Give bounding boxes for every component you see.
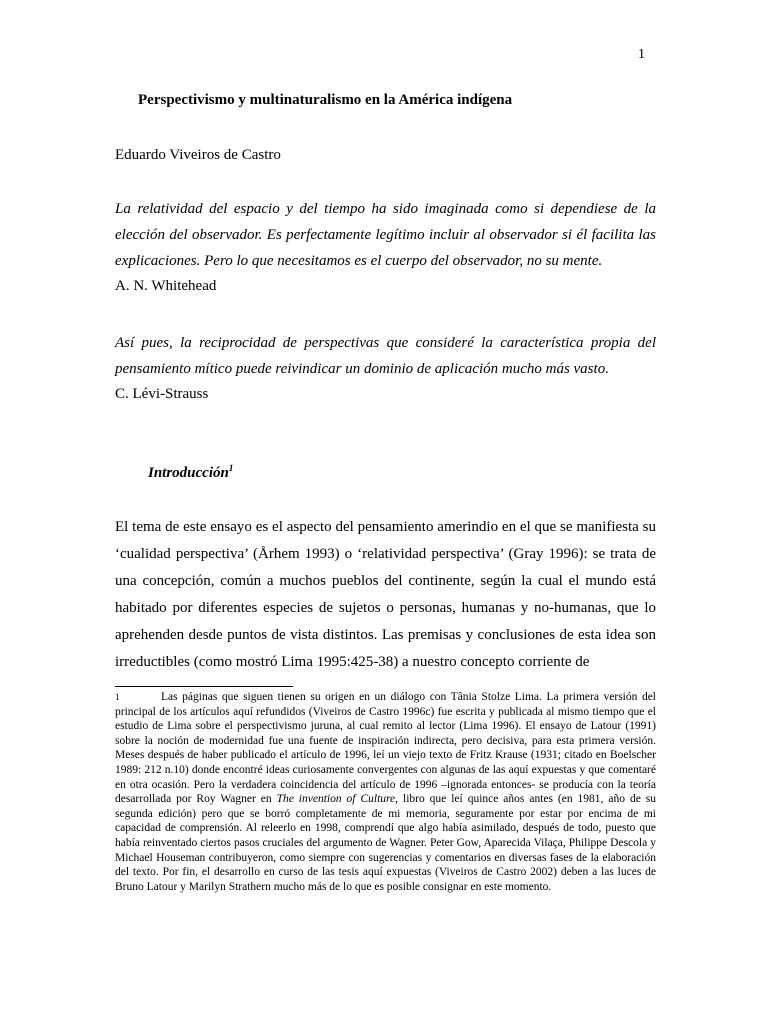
body-paragraph: El tema de este ensayo es el aspecto del pensamiento amerindio en el que se manifiesta su ‘cualidad perspectiva’ (Århem 1993) o ‘relatividad perspectiva’ (Gray 1996): se trata de una concepción, común a muchos pueblos del continente, según la cual el mundo está habitado por diferentes especies de sujetos o personas, humanas y no-humanas, que lo aprehenden desde puntos de vista distintos. Las premisas y conclusiones de esta idea son irreductibles (como mostró Lima 1995:425-38) a nuestro concepto corriente de (115, 519, 656, 670)
section-heading (148, 465, 233, 482)
section-heading-text: Introducción (148, 465, 229, 481)
footnote (115, 690, 656, 894)
footnote-text-part2: , libro que leí quince años antes (en 1981, año de su segunda edición) pero que se borró completamente de mi memoria, seguramente por estar por encima de mi capacidad de comprensión. Al releerlo en 1998, comprendí que algo había asimilado, después de todo, puesto que había reinventado ciertos pasos cruciales del argumento de Wagner. Peter Gow, Aparecida Vilaça, Philippe Descola y Michael Houseman contribuyeron, como siempre con sugerencias y comentarios en diversas fases de la elaboración del texto. Por fin, el desarrollo en curso de las tesis aquí expuestas (Viveiros de Castro 2002) deben a las luces de Bruno Latour y Marilyn Strathern mucho más de lo que es posible consignar en este momento. (115, 793, 656, 893)
document-title: Perspectivismo y multinaturalismo en la América indígena (138, 92, 513, 108)
epigraph-text: La relatividad del espacio y del tiempo ha sido imaginada como si dependiese de la elección del observador. Es perfectamente legítimo incluir al observador si él facilita las explicaciones. Pero lo que necesitamos es el cuerpo del observador, no su mente. (115, 201, 656, 269)
footnote-book-title: The invention of Culture (276, 793, 396, 806)
epigraph-text: Así pues, la reciprocidad de perspectivas que consideré la característica propia del pensamiento mítico puede reivindicar un dominio de aplicación mucho más vasto. (115, 335, 656, 377)
page-number: 1 (638, 47, 645, 62)
epigraph-attribution: A. N. Whitehead (115, 278, 217, 294)
epigraph-whitehead (115, 196, 656, 298)
epigraph-levi-strauss (115, 330, 656, 406)
footnote-separator (115, 686, 293, 687)
footnote-marker: 1 (115, 692, 120, 702)
epigraph-attribution: C. Lévi-Strauss (115, 386, 209, 402)
footnote-text-part1: Las páginas que siguen tienen su origen en un diálogo con Tânia Stolze Lima. La primera versión del principal de los artículos aquí refundidos (Viveiros de Castro 1996c) fue escrita y publicada al mismo tiempo que el estudio de Lima sobre el perspectivismo juruna, al cual remito al lector (Lima 1996). El ensayo de Latour (1991) sobre la noción de modernidad fue una fuente de inspiración indirecta, pero decisiva, para esta primera versión. Meses después de haber publicado el artículo de 1996, leí un viejo texto de Fritz Krause (1931; citado en Boelscher 1989: 212 n.10) donde encontré ideas curiosamente convergentes con algunas de las aquí expuestas y que comentaré en otra ocasión. Pero la verdadera coincidencia del artículo de 1996 –ignorada entonces- se producía con la teoría desarrollada por Roy Wagner en (115, 691, 656, 806)
footnote-reference[interactable]: 1 (228, 463, 234, 473)
author-name: Eduardo Viveiros de Castro (115, 147, 281, 163)
